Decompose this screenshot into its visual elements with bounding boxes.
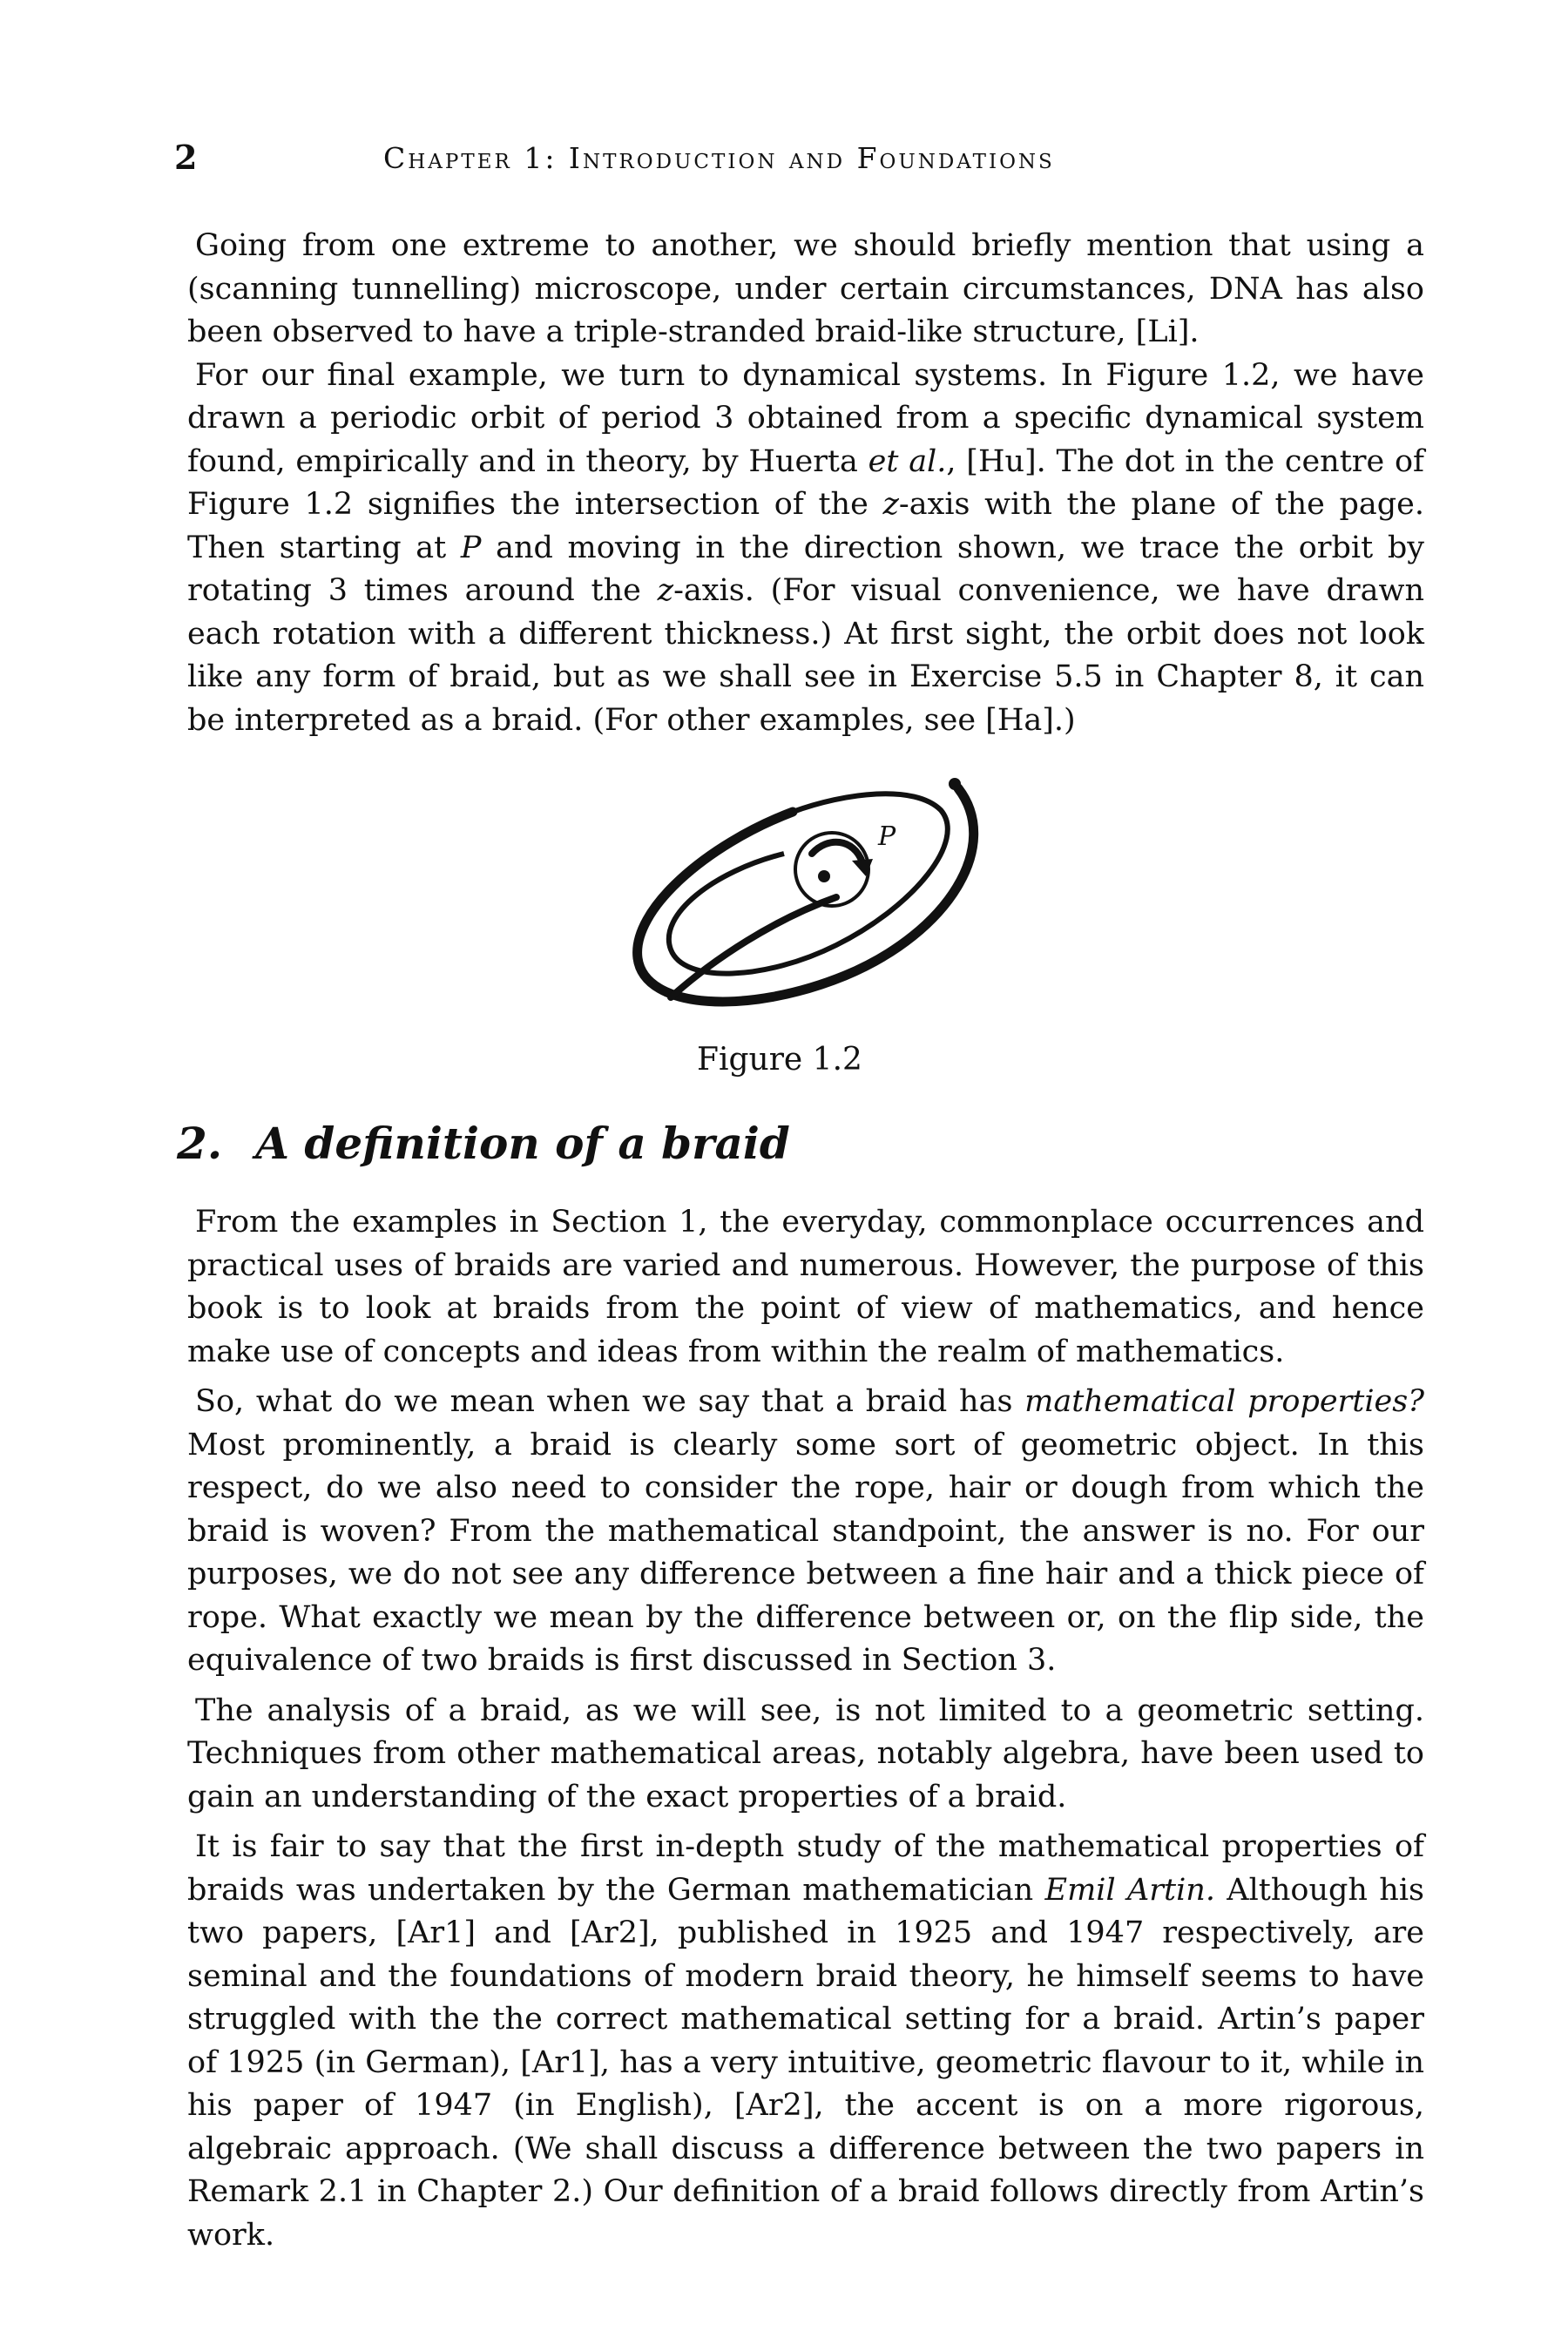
figure-caption: Figure 1.2: [697, 1042, 862, 1078]
start-point-dot: [949, 778, 961, 790]
section-number: 2.: [177, 1118, 223, 1169]
emphasis: mathematical properties?: [1024, 1384, 1424, 1419]
text-span: -axis with the plane of the page. Then starting at: [187, 487, 1425, 565]
section-heading: [177, 1118, 790, 1169]
z-axis-dot: [818, 870, 830, 882]
figure-1-2: [618, 767, 984, 1028]
orbit-inner-curve: [671, 897, 836, 997]
text-span: For our final example, we turn to dynamical systems. In Figure 1.2, we have drawn a periodic orbit of period 3 obtained from a specific dynamical system found, empirically and in theory, by Huerta: [187, 357, 1424, 479]
intro-paragraph-2: [187, 355, 1424, 743]
body-paragraph-3: The analysis of a braid, as we will see, is not limited to a geometric setting. Techniques from other mathematical areas, notably algebra, have been used to gain an understanding of the exact properties of a braid.: [187, 1693, 1424, 1814]
z-variable: z: [882, 487, 899, 522]
direction-arc: [812, 842, 862, 862]
intro-text: [187, 225, 1424, 742]
text-span: , [Hu]. The dot in the centre of Figure 1.2 signifies the intersection of the: [187, 443, 1425, 522]
text-span: -axis. (For visual convenience, we have drawn each rotation with a different thickness.) At first sight, the orbit does not look like any form of braid, but as we shall see in Exercise 5.5 in Chapter 8, it can be interpreted as a braid. (For other examples, see [Ha].): [187, 573, 1424, 738]
point-p-label: P: [878, 821, 896, 852]
text-span: It is fair to say that the first in-depth study of the mathematical properties of braids was undertaken by the German mathematician: [187, 1829, 1424, 1908]
text-span: and moving in the direction shown, we trace the orbit by rotating 3 times around the: [187, 530, 1424, 608]
orbit-diagram: [618, 767, 984, 1028]
page-number: 2: [174, 138, 198, 177]
body-paragraph-2: [187, 1381, 1424, 1683]
p-variable: P: [460, 530, 482, 565]
section-title: A definition of a braid: [255, 1118, 790, 1169]
page-header: [174, 138, 1429, 181]
et-al: et al.: [868, 443, 947, 479]
text-span: So, what do we mean when we say that a braid has: [195, 1384, 1025, 1419]
emphasis-name: Emil Artin.: [1044, 1872, 1215, 1908]
section-body: [187, 1201, 1424, 2257]
running-head: Chapter 1: Introduction and Foundations: [383, 141, 1055, 175]
body-paragraph-4: [187, 1826, 1424, 2257]
z-variable: z: [657, 573, 674, 608]
intro-paragraph-1: Going from one extreme to another, we should briefly mention that using a (scanning tunnelling) microscope, under certain circumstances, DNA has also been observed to have a triple-stranded braid-like structure, [Li].: [187, 228, 1424, 349]
text-span: Most prominently, a braid is clearly some sort of geometric object. In this respect, do we also need to consider the rope, hair or dough from which the braid is woven? From the mathematical standpoint, the answer is no. For our purposes, we do not see any difference between a fine hair and a thick piece of rope. What exactly we mean by the difference between or, on the flip side, the equivalence of two braids is first discussed in Section 3.: [187, 1427, 1424, 1678]
text-span: Although his two papers, [Ar1] and [Ar2], published in 1925 and 1947 respectively, are seminal and the foundations of modern braid theory, he himself seems to have struggled with the the correct mathematical setting for a braid. Artin’s paper of 1925 (in German), [Ar1], has a very intuitive, geometric flavour to it, while in his paper of 1947 (in English), [Ar2], the accent is on a more rigorous, algebraic approach. (We shall discuss a difference between the two papers in Remark 2.1 in Chapter 2.) Our definition of a braid follows directly from Artin’s work.: [187, 1872, 1424, 2253]
body-paragraph-1: From the examples in Section 1, the everyday, commonplace occurrences and practical uses of braids are varied and numerous. However, the purpose of this book is to look at braids from the point of view of mathematics, and hence make use of concepts and ideas from within the realm of mathematics.: [187, 1205, 1424, 1369]
